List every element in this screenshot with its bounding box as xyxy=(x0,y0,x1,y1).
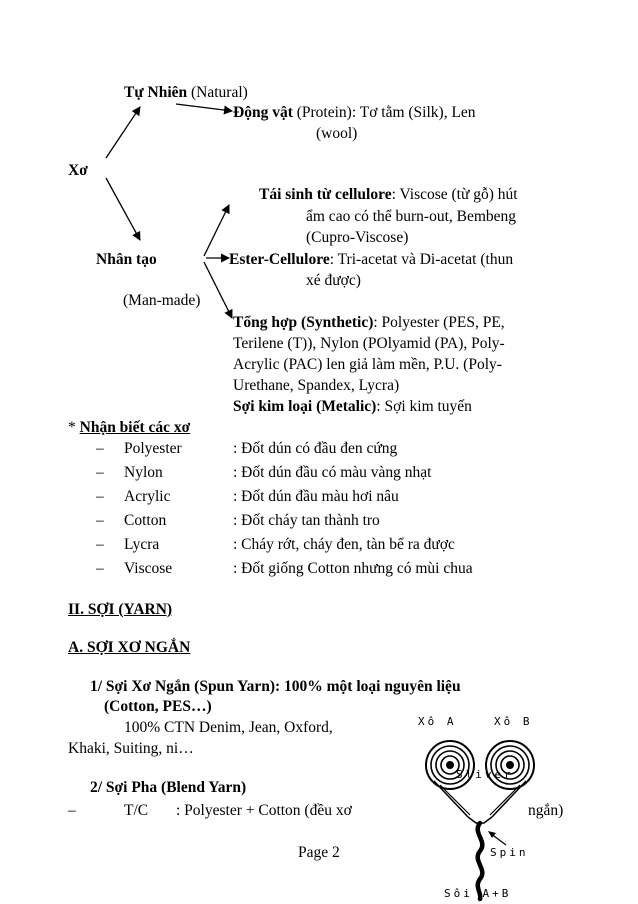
figure-label-sliver: Sliver xyxy=(456,768,514,781)
blend-desc-tail: ngắn) xyxy=(528,802,564,819)
spun-yarn-body: 100% CTN Denim, Jean, Oxford, xyxy=(124,719,333,736)
arrow-natural-to-animal xyxy=(176,104,232,111)
arrow-fiber-to-manmade xyxy=(106,178,140,240)
regenerated-line-3: (Cupro-Viscose) xyxy=(306,229,409,246)
identify-item-name: Viscose xyxy=(124,560,173,577)
identify-heading: * Nhận biết các xơ xyxy=(68,419,191,436)
identify-item-name: Polyester xyxy=(124,440,182,457)
ester-line: Ester-Cellulore: Tri-acetat và Di-acetat (thun xyxy=(229,251,514,268)
spun-yarn-title: 1/ Sợi Xơ Ngắn (Spun Yarn): 100% một loại nguyên liệu xyxy=(90,678,461,695)
identify-item-name: Nylon xyxy=(124,464,163,481)
identify-dash: – xyxy=(96,488,104,505)
identify-item-desc: : Cháy rớt, cháy đen, tàn bể ra được xyxy=(233,536,455,553)
spun-yarn-title-2: (Cotton, PES…) xyxy=(104,698,212,715)
manmade-label: Nhân tạo xyxy=(96,251,157,268)
synthetic-line-2: Terilene (T)), Nylon (POlyamid (PA), Poly- xyxy=(233,335,505,352)
identify-item-desc: : Đốt dún đầu màu hơi nâu xyxy=(233,488,399,505)
regenerated-line: Tái sinh từ cellulore: Viscose (từ gỗ) hút xyxy=(259,186,518,203)
page-number: Page 2 xyxy=(298,844,340,861)
identify-dash: – xyxy=(96,536,104,553)
blend-label: T/C xyxy=(124,802,149,819)
arrow-manmade-to-synthetic xyxy=(204,262,232,318)
identify-item-desc: : Đốt cháy tan thành tro xyxy=(233,512,380,529)
fiber-label: Xơ xyxy=(68,162,88,179)
figure-label-yarn: Sôi A+B xyxy=(444,887,512,900)
metallic-line: Sợi kim loại (Metalic): Sợi kim tuyến xyxy=(233,398,472,415)
identify-item-desc: : Đốt dún đầu có màu vàng nhạt xyxy=(233,464,432,481)
identify-dash: – xyxy=(96,560,104,577)
section-yarn-heading: II. SỢI (YARN) xyxy=(68,601,173,618)
identify-item-desc: : Đốt giống Cotton nhưng có mùi chua xyxy=(233,560,473,577)
synthetic-line-3: Acrylic (PAC) len giả làm mền, P.U. (Poly- xyxy=(233,356,502,373)
regenerated-line-2: ẩm cao có thể burn-out, Bembeng xyxy=(306,208,517,225)
figure-label-spin: Spin xyxy=(490,846,529,859)
blend-dash: – xyxy=(68,802,76,819)
animal-fiber-cont: (wool) xyxy=(316,125,358,142)
synthetic-line: Tổng hợp (Synthetic): Polyester (PES, PE, xyxy=(233,314,505,331)
identify-dash: – xyxy=(96,512,104,529)
spun-yarn-body-2: Khaki, Suiting, ni… xyxy=(68,740,194,757)
blend-yarn-title: 2/ Sợi Pha (Blend Yarn) xyxy=(90,779,247,796)
figure-label-b: Xô B xyxy=(494,715,533,728)
arrow-manmade-to-regen xyxy=(204,205,229,256)
identify-item-name: Cotton xyxy=(124,512,167,529)
identify-item-desc: : Đốt dún có đầu đen cứng xyxy=(233,440,398,457)
blend-spinning-figure xyxy=(410,705,550,904)
identify-item-name: Acrylic xyxy=(124,488,171,505)
identify-dash: – xyxy=(96,440,104,457)
identify-item-name: Lycra xyxy=(124,536,160,553)
ester-line-2: xé được) xyxy=(306,272,361,289)
synthetic-line-4: Urethane, Spandex, Lycra) xyxy=(233,377,400,394)
figure-label-a: Xô A xyxy=(418,715,457,728)
manmade-english: (Man-made) xyxy=(123,292,201,309)
arrow-fiber-to-natural xyxy=(106,107,140,158)
section-spun-heading: A. SỢI XƠ NGẮN xyxy=(68,639,191,656)
identify-dash: – xyxy=(96,464,104,481)
natural-label: Tự Nhiên (Natural) xyxy=(124,84,248,101)
animal-fiber-line: Động vật (Protein): Tơ tằm (Silk), Len xyxy=(233,104,476,121)
blend-desc: : Polyester + Cotton (đều xơ xyxy=(176,802,352,819)
